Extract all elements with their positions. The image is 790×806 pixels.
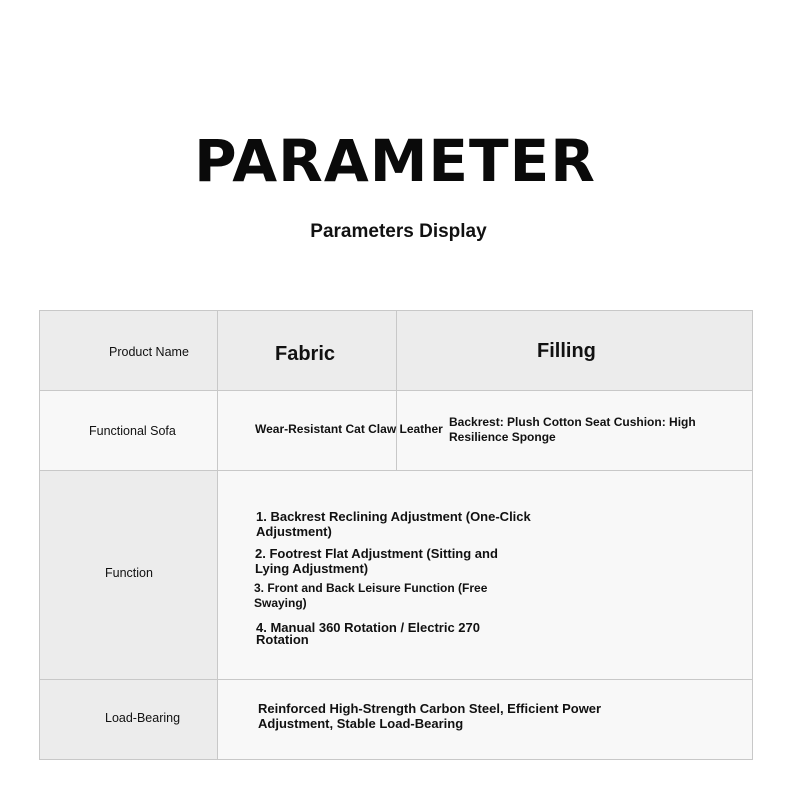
header-cell-fabric xyxy=(217,310,397,391)
page-title: PARAMETER xyxy=(194,127,596,195)
function-item: 4. Manual 360 Rotation / Electric 270 Rotation xyxy=(256,620,480,647)
header-cell-filling xyxy=(396,310,753,391)
cell-filling xyxy=(396,390,753,471)
cell-function-list xyxy=(217,470,753,680)
load-bearing-value: Reinforced High-Strength Carbon Steel, Efficient Power Adjustment, Stable Load-Bearing xyxy=(258,701,602,731)
page-subtitle: Parameters Display xyxy=(310,221,487,242)
function-item: 2. Footrest Flat Adjustment (Sitting and Lying Adjustment) xyxy=(255,546,498,576)
header-product-name-label: Product Name xyxy=(109,345,189,359)
header-fabric-label: Fabric xyxy=(275,343,336,365)
cell-load-bearing-value xyxy=(217,679,753,760)
header-cell-product-name xyxy=(39,310,218,391)
cell-load-bearing-label xyxy=(39,679,218,760)
parameter-table xyxy=(39,310,753,760)
function-item: 3. Front and Back Leisure Function (Free Swaying) xyxy=(254,581,488,610)
function-item: 1. Backrest Reclining Adjustment (One-Click Adjustment) xyxy=(256,509,531,539)
load-bearing-label: Load-Bearing xyxy=(105,711,181,725)
filling-value: Backrest: Plush Cotton Seat Cushion: High Resilience Sponge xyxy=(449,415,696,444)
header-filling-label: Filling xyxy=(537,340,596,362)
product-name-value: Functional Sofa xyxy=(89,424,176,438)
cell-function-label xyxy=(39,470,218,680)
function-label: Function xyxy=(105,566,153,580)
cell-product-name xyxy=(39,390,218,471)
fabric-value: Wear-Resistant Cat Claw Leather xyxy=(255,422,443,436)
